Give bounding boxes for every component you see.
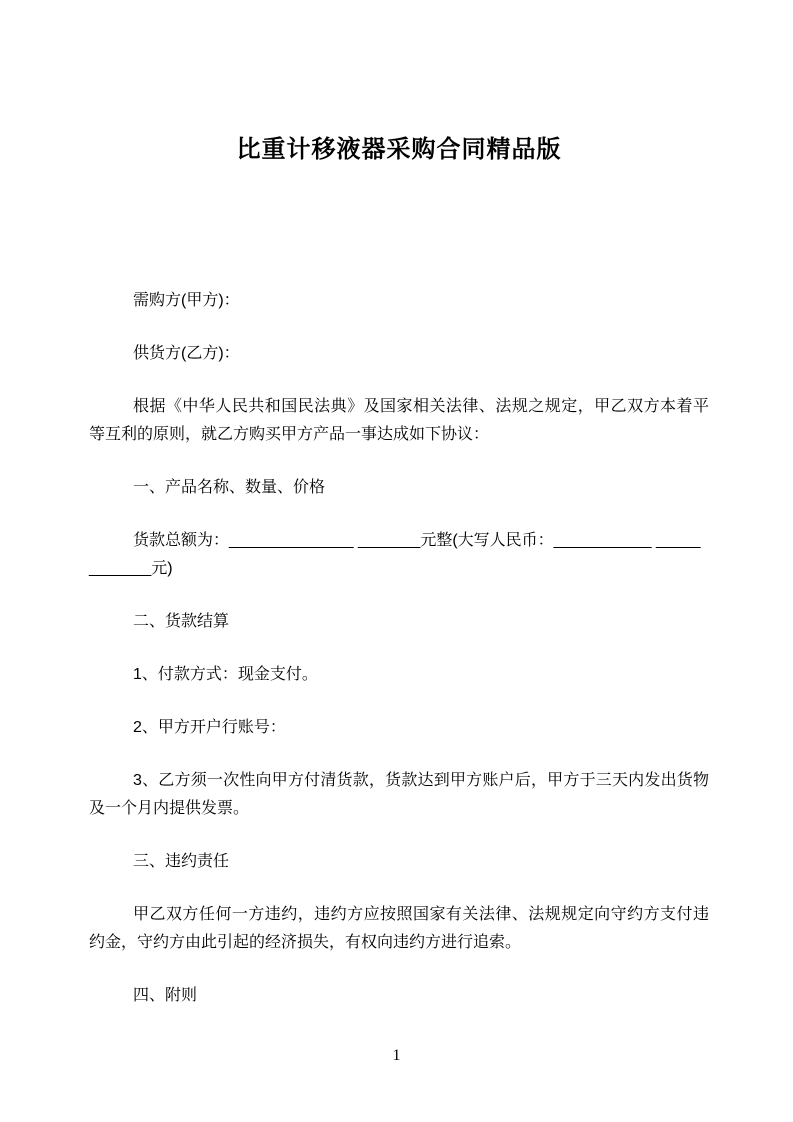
document-title: 比重计移液器采购合同精品版 bbox=[236, 136, 562, 163]
line-bank-account: 2、甲方开户行账号： bbox=[133, 719, 286, 736]
line-breach-1: 甲乙双方任何一方违约，违约方应按照国家有关法律、法规规定向守约方支付违 bbox=[133, 906, 709, 923]
line-section-2-heading: 二、货款结算 bbox=[133, 613, 230, 630]
line-section-3-heading: 三、违约责任 bbox=[133, 853, 230, 870]
line-amount-1: 货款总额为：______________ _______元整(大写人民币：___________ _____ bbox=[133, 532, 701, 549]
line-amount-2: _______元) bbox=[89, 560, 173, 577]
line-section-4-heading: 四、附则 bbox=[133, 987, 198, 1004]
line-preamble-1: 根据《中华人民共和国民法典》及国家相关法律、法规之规定，甲乙双方本着平 bbox=[133, 398, 709, 415]
page-number: 1 bbox=[392, 1047, 401, 1064]
line-payment-term-1: 3、乙方须一次性向甲方付清货款，货款达到甲方账户后，甲方于三天内发出货物 bbox=[133, 772, 709, 789]
line-payment-term-2: 及一个月内提供发票。 bbox=[89, 800, 250, 817]
line-breach-2: 约金，守约方由此引起的经济损失，有权向违约方进行追索。 bbox=[89, 934, 522, 951]
line-buyer: 需购方(甲方)： bbox=[133, 292, 240, 309]
line-section-1-heading: 一、产品名称、数量、价格 bbox=[133, 479, 326, 496]
line-payment-method: 1、付款方式：现金支付。 bbox=[133, 666, 318, 683]
line-preamble-2: 等互利的原则，就乙方购买甲方产品一事达成如下协议： bbox=[89, 426, 490, 443]
line-supplier: 供货方(乙方)： bbox=[133, 345, 240, 362]
